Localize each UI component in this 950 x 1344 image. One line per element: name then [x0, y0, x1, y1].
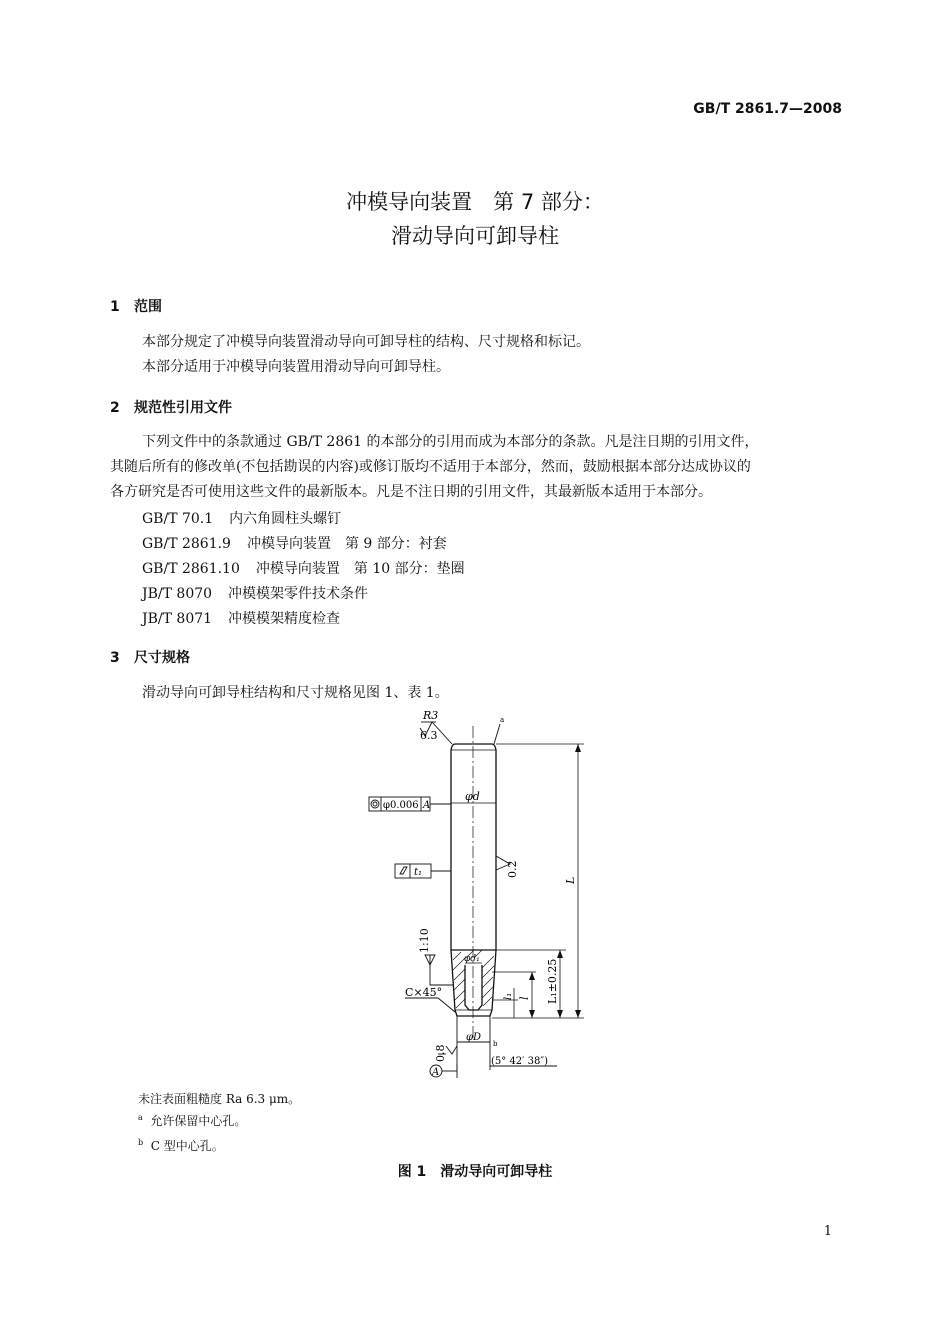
screw-bore: [465, 965, 482, 1010]
footnote-text: C 型中心孔。: [150, 1139, 224, 1153]
diameter-D: φD: [466, 1032, 482, 1043]
title-line-1: 冲模导向装置 第 7 部分：: [346, 190, 604, 214]
section-1-para-1: 本部分规定了冲模导向装置滑动导向可卸导柱的结构、尺寸规格和标记。: [142, 334, 590, 350]
reference-code: JB/T 8070: [142, 586, 213, 602]
section-title: 范围: [134, 299, 162, 315]
footnote-b: [138, 1137, 224, 1154]
dimension-l1: l₁: [503, 992, 514, 1000]
taper-angle: (5° 42′ 38″): [491, 1056, 548, 1067]
footnote-marker: b: [138, 1138, 144, 1147]
reference-title: 内六角圆柱头螺钉: [229, 511, 342, 527]
section-title: 尺寸规格: [134, 650, 190, 666]
footnote-a: [138, 1112, 246, 1129]
pillar-outline: [451, 744, 496, 950]
roughness-radius: R3: [423, 709, 439, 722]
note-marker-b: b: [493, 1040, 498, 1048]
roughness-side: 0.2: [506, 860, 519, 878]
roughness-top: 6.3: [420, 729, 438, 742]
reference-code: GB/T 70.1: [142, 511, 214, 527]
roughness-note: 未注表面粗糙度 Ra 6.3 μm。: [138, 1092, 301, 1106]
runout-frame: [395, 864, 451, 878]
note-marker-a: a: [500, 716, 505, 724]
standard-number: GB/T 2861.7—2008: [693, 101, 842, 117]
datum-a-label: A: [432, 1067, 440, 1078]
reference-title: 冲模导向装置 第 10 部分：垫圈: [255, 561, 465, 577]
reference-title: 冲模模架精度检查: [228, 611, 341, 627]
dimension-l: l: [518, 996, 531, 1000]
section-number: 2: [110, 400, 120, 416]
chamfer-label: C×45°: [405, 986, 443, 999]
dimension-L1: L₁±0.25: [546, 958, 559, 1004]
diameter-d: φd: [465, 790, 480, 803]
taper-ratio: 1:10: [418, 928, 431, 953]
reference-title: 冲模导向装置 第 9 部分：衬套: [246, 536, 447, 552]
dimension-L: L: [564, 876, 577, 884]
reference-code: GB/T 2861.10: [142, 561, 240, 577]
section-2-line-2: 其随后所有的修改单(不包括勘误的内容)或修订版均不适用于本部分，然而，鼓励根据本部分达成协议的: [110, 459, 751, 475]
coaxiality-value: φ0.006: [383, 800, 419, 811]
runout-value: t₁: [414, 867, 423, 878]
reference-title: 冲模模架零件技术条件: [228, 586, 369, 602]
section-title: 规范性引用文件: [134, 400, 232, 416]
roughness-bottom: 0.8: [434, 1044, 447, 1062]
reference-code: JB/T 8071: [142, 611, 213, 627]
section-1-para-2: 本部分适用于冲模导向装置用滑动导向可卸导柱。: [142, 359, 450, 375]
section-2-line-1: 下列文件中的条款通过 GB/T 2861 的本部分的引用而成为本部分的条款。凡是注日期的引用文件，: [142, 434, 759, 450]
figure-caption: 图 1 滑动导向可卸导柱: [397, 1164, 553, 1180]
section-3-para-1: 滑动导向可卸导柱结构和尺寸规格见图 1、表 1。: [142, 685, 449, 701]
section-2-line-3: 各方研究是否可使用这些文件的最新版本。凡是不注日期的引用文件，其最新版本适用于本部分。: [110, 484, 712, 500]
section-number: 3: [110, 650, 120, 666]
section-number: 1: [110, 299, 120, 315]
title-line-2: 滑动导向可卸导柱: [391, 224, 559, 248]
footnote-marker: a: [138, 1113, 143, 1122]
reference-code: GB/T 2861.9: [142, 536, 231, 552]
diameter-d1: φd₁: [464, 954, 480, 964]
coaxiality-datum: A: [423, 800, 431, 811]
footnote-text: 允许保留中心孔。: [150, 1114, 247, 1128]
page-number: 1: [823, 1224, 832, 1239]
